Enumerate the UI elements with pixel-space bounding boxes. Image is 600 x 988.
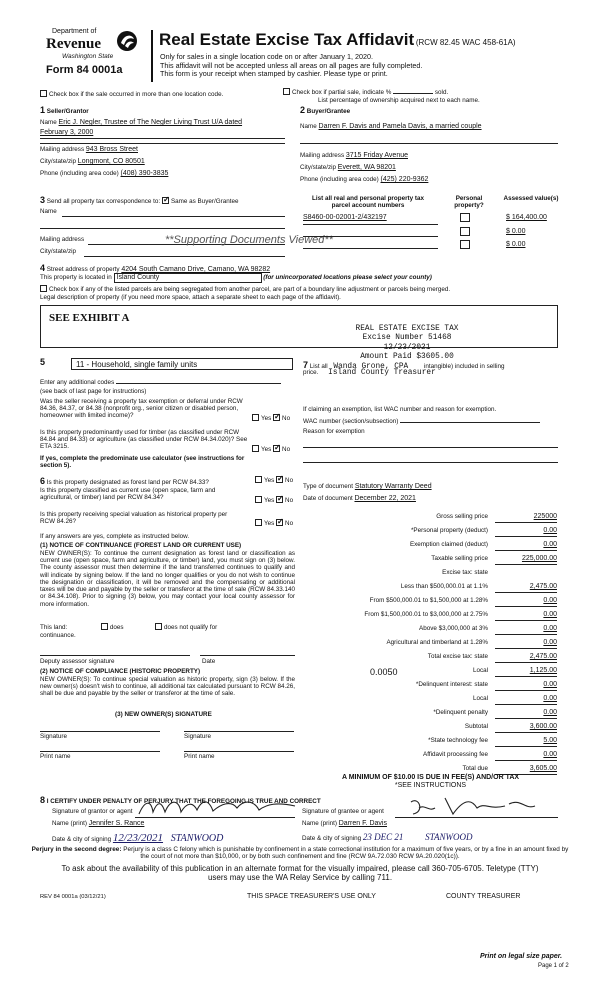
- same-as-buyer-label: Same as Buyer/Grantee: [170, 198, 239, 205]
- buyer-phone-row[interactable]: [300, 176, 428, 184]
- grantor-sig-label: Signature of grantor or agent: [52, 808, 133, 815]
- partial-sale-checkbox[interactable]: [283, 88, 290, 95]
- stamp-line-6: Island County Treasurer: [328, 369, 436, 377]
- list-all-label: List all: [309, 363, 328, 370]
- exemption-no-checkbox[interactable]: [273, 414, 280, 421]
- seller-city-value[interactable]: Longmont, CO 80501: [77, 158, 145, 165]
- forest-no-checkbox[interactable]: [276, 476, 283, 483]
- tax-row-line: [495, 662, 557, 663]
- buyer-mailing-value[interactable]: 3715 Friday Avenue: [345, 152, 408, 159]
- parcel-number[interactable]: S8460-00-02001-2/432197: [303, 214, 387, 221]
- owner-sig-line-1[interactable]: [40, 731, 160, 732]
- owner-print-line-1[interactable]: [40, 751, 160, 752]
- reason-line-2[interactable]: [303, 462, 558, 463]
- buyer-phone-label: Phone (including area code): [300, 176, 379, 183]
- buyer-city-row[interactable]: [300, 164, 396, 172]
- price-label: price.: [303, 369, 319, 376]
- timber-yes-checkbox[interactable]: [252, 445, 259, 452]
- tax-row-value[interactable]: 5.00: [543, 737, 557, 744]
- exhibit-text: SEE EXHIBIT A: [49, 312, 130, 324]
- grantee-sig-label: Signature of grantee or agent: [302, 808, 384, 815]
- doc-date-value[interactable]: December 22, 2021: [354, 495, 416, 502]
- timber-note: If yes, complete the predominate use calculator (see instructions for section 5).: [40, 455, 245, 470]
- seller-name-value[interactable]: Eric J. Negler, Trustee of The Negler Living Trust U/A dated: [58, 119, 243, 126]
- owner-sig-label-2: Signature: [184, 733, 211, 740]
- seller-mailing-value[interactable]: 943 Bross Street: [85, 146, 138, 153]
- tax-row-label: Affidavit processing fee: [423, 751, 488, 758]
- current-use-no-checkbox[interactable]: [276, 496, 283, 503]
- tax-row-value[interactable]: 0.00: [543, 639, 557, 646]
- logo-swirl-icon: [116, 30, 138, 52]
- section-2-number: 2: [300, 105, 306, 115]
- tax-row-value[interactable]: 0.00: [543, 611, 557, 618]
- wac-label: WAC number (section/subsection): [303, 418, 399, 425]
- multi-location-label: Check box if the sale occurred in more than one location code.: [49, 91, 224, 98]
- stamp-line-3: 12/23/2021: [383, 343, 431, 352]
- seller-city-row[interactable]: [40, 158, 145, 166]
- minimum-due-note: A MINIMUM OF $10.00 IS DUE IN FEE(S) AND/OR TAX: [341, 774, 520, 781]
- tax-row-line: [495, 690, 557, 691]
- tax-row-value[interactable]: 0.00: [543, 625, 557, 632]
- same-as-buyer-checkbox[interactable]: [162, 197, 169, 204]
- section-8-number: 8: [40, 795, 46, 805]
- assessed-value-3[interactable]: $ 0.00: [506, 241, 526, 248]
- new-owner-sig-title: (3) NEW OWNER(S) SIGNATURE: [115, 711, 212, 718]
- tax-row-line: [495, 536, 557, 537]
- doc-date-row[interactable]: [303, 495, 416, 503]
- owner-print-label-1: Print name: [40, 753, 71, 760]
- does-not-label: does not qualify for: [163, 624, 218, 631]
- section3-mailing-label: Mailing address: [40, 236, 85, 243]
- tax-row-line: [495, 550, 557, 551]
- tax-row-line: [495, 592, 557, 593]
- tax-row-value[interactable]: 225,000.00: [521, 555, 557, 562]
- tax-row-label: *Delinquent interest: state: [415, 681, 488, 688]
- tax-row-label: Less than $500,000.01 at 1.1%: [400, 583, 488, 590]
- located-hint: (for unincorporated locations please select your county): [263, 274, 432, 281]
- grantee-date-row[interactable]: [302, 832, 473, 842]
- buyer-name-value[interactable]: Darren F. Davis and Pamela Davis, a married couple: [318, 123, 482, 130]
- section-6-number: 6: [40, 476, 46, 486]
- perjury-note: [30, 846, 570, 861]
- assessed-col-header: Assessed value(s): [503, 195, 559, 202]
- forest-no-label: No: [285, 477, 294, 484]
- notice1-title: (1) NOTICE OF CONTINUANCE (FOREST LAND OR CURRENT USE): [40, 542, 242, 549]
- buyer-mailing-label: Mailing address: [300, 152, 345, 159]
- multi-location-checkbox[interactable]: [40, 90, 47, 97]
- assessed-value-2[interactable]: $ 0.00: [506, 228, 526, 235]
- logo-state: Washington State: [62, 53, 114, 60]
- historic-yes-checkbox[interactable]: [255, 519, 262, 526]
- seller-mailing-row[interactable]: [40, 146, 138, 154]
- doc-type-value[interactable]: Statutory Warranty Deed: [354, 483, 432, 490]
- current-use-yes-label: Yes: [264, 497, 275, 504]
- tax-row-line: [495, 718, 557, 719]
- tax-row-label: Subtotal: [464, 723, 488, 730]
- buyer-name-row[interactable]: [300, 123, 482, 131]
- tax-row-label: *State technology fee: [428, 737, 488, 744]
- tax-row-label: Taxable selling price: [431, 555, 488, 562]
- seller-heading-text: Seller/Grantor: [46, 108, 89, 115]
- tax-row-value[interactable]: 1,125.00: [529, 667, 557, 674]
- tax-row-line: [495, 634, 557, 635]
- exemption-yes-checkbox[interactable]: [252, 414, 259, 421]
- tax-row-label: Gross selling price: [436, 513, 488, 520]
- partial-sale-check[interactable]: [283, 88, 448, 96]
- stamp-line-5: Wanda Grone, CPA: [333, 363, 409, 371]
- buyer-mailing-row[interactable]: [300, 152, 408, 160]
- notice2-body: NEW OWNER(S): To continue special valuation as historic property, sign (3) below. If the new owner(s) doesn't wish to continue, all additional tax calculated pursuant to RCW 84.26, shall be due and payable by the seller or transferor at the time of sale.: [40, 676, 295, 698]
- deputy-sig-line[interactable]: [40, 655, 190, 656]
- grantor-name-value[interactable]: Jennifer S. Rance: [88, 820, 145, 827]
- notice1-body: NEW OWNER(S): To continue the current designation as forest land or classification as current use (open space, farm and agriculture, or timber) land, you must sign on (3) below. The county assessor must then determine if the land transferred continues to qualify and will indicate by signing below. If the land no longer qualifies or you do not wish to continue the designation or classification, it will be removed and the compensating or additional taxes will be due and payable by the seller or transferor at the time of sale (RCW 84.33.140 or 84.34.108). Prior to signing (3) below, you may contact your local county assessor for more information.: [40, 550, 295, 608]
- section3-city-row[interactable]: [40, 248, 76, 255]
- street-address-value[interactable]: 4204 South Camano Drive, Camano, WA 98282: [121, 266, 271, 273]
- tax-row-value[interactable]: 225000: [533, 513, 557, 520]
- section3-name-row[interactable]: [40, 208, 285, 215]
- personal-checkbox-3[interactable]: [460, 240, 470, 249]
- tax-row-label: Above $3,000,000 at 3%: [419, 625, 488, 632]
- supporting-docs-overlay: **Supporting Documents Viewed**: [165, 234, 333, 246]
- stamp-line-4: Amount Paid $3605.00: [360, 353, 454, 362]
- forest-yes-checkbox[interactable]: [255, 476, 262, 483]
- tax-row-line: [495, 746, 557, 747]
- tax-row-label: Local: [472, 667, 488, 674]
- section-3-number: 3: [40, 195, 46, 205]
- tax-row-value[interactable]: 0.00: [543, 527, 557, 534]
- tax-row-value[interactable]: 0.00: [543, 597, 557, 604]
- grantee-signature-icon: [405, 794, 555, 818]
- current-use-q: Is this property classified as current use (open space, farm and agricultural, or timber) land per RCW 84.34?: [40, 487, 216, 502]
- section-7-number: 7: [303, 360, 309, 370]
- tax-row-label: From $1,500,000.01 to $3,000,000 at 2.75%: [364, 611, 488, 618]
- seller-name-line3: [40, 143, 285, 144]
- tax-row-line: [495, 704, 557, 705]
- tax-row-label: Exemption claimed (deduct): [409, 541, 488, 548]
- reason-label: Reason for exemption: [303, 428, 365, 435]
- personal-col-header: Personal property?: [454, 195, 484, 210]
- title-rcw: (RCW 82.45 WAC 458-61A): [415, 38, 516, 47]
- grantor-date-value[interactable]: 12/23/2021: [112, 832, 164, 844]
- tax-row-label: Local: [472, 695, 488, 702]
- owner-sig-line-2[interactable]: [184, 731, 294, 732]
- parcel-line-2[interactable]: [303, 236, 438, 237]
- this-land-label: This land:: [40, 624, 68, 631]
- perjury-text: Perjury is a class C felony which is punishable by confinement in a state correctional institution for a maximum of five years, or by a fine in an amount fixed by the court of not more than $10,000, or by both such confinement and fine (RCW 9A.72.030 RCW 9A.20.020(1c)).: [123, 846, 569, 861]
- seller-phone-value[interactable]: (408) 390-3835: [120, 170, 169, 177]
- tax-row-value[interactable]: 0.00: [543, 681, 557, 688]
- see-instructions: *SEE INSTRUCTIONS: [394, 782, 467, 789]
- grantee-name-value[interactable]: Darren F. Davis: [338, 820, 387, 827]
- tax-row-line: [495, 732, 557, 733]
- title-text: Real Estate Excise Tax Affidavit: [159, 30, 415, 49]
- grantor-signature-icon: [135, 796, 300, 820]
- current-use-yes-checkbox[interactable]: [255, 496, 262, 503]
- seller-name-label: Name: [40, 119, 57, 126]
- exemption-q-yesno[interactable]: [252, 414, 290, 422]
- this-land-row: [40, 623, 217, 631]
- assessed-value-1[interactable]: $ 164,400.00: [506, 214, 547, 221]
- tax-row-value[interactable]: 0.00: [543, 541, 557, 548]
- page-number: Page 1 of 2: [538, 963, 569, 969]
- forest-yesno[interactable]: [255, 476, 293, 484]
- tax-row-label: *Delinquent penalty: [433, 709, 488, 716]
- form-title: [159, 30, 516, 50]
- section3-name-label: Name: [40, 208, 57, 215]
- tax-row-label: From $500,000.01 to $1,500,000 at 1.28%: [369, 597, 488, 604]
- intangible-label: intangible) included in selling: [424, 363, 505, 370]
- buyer-city-value[interactable]: Everett, WA 98201: [337, 164, 396, 171]
- tax-row-line: [495, 648, 557, 649]
- logo-revenue: Revenue: [46, 36, 101, 52]
- seller-mailing-label: Mailing address: [40, 146, 85, 153]
- continuance-label: continuance.: [40, 632, 76, 639]
- certify-text: I CERTIFY UNDER PENALTY OF PERJURY THAT THE FOREGOING IS TRUE AND CORRECT: [46, 798, 321, 805]
- header-instructions: [160, 53, 422, 79]
- seller-name-line2[interactable]: [40, 129, 285, 139]
- tax-row-line: [495, 676, 557, 677]
- historic-no-checkbox[interactable]: [276, 519, 283, 526]
- current-use-no-label: No: [285, 497, 294, 504]
- doc-type-label: Type of document: [303, 483, 354, 490]
- alt-format-note: To ask about the availability of this publication in an alternate format for the visually impaired, please call 360-705-6705. Teletype (TTY) users may use the WA Relay Service by calling 711.: [61, 864, 539, 882]
- county-treasurer-label: COUNTY TREASURER: [446, 893, 521, 900]
- grantee-name-label: Name (print): [302, 820, 337, 827]
- buyer-heading-text: Buyer/Grantee: [306, 108, 351, 115]
- logo-dept: Department of: [52, 28, 97, 35]
- grantee-date-label: Date & city of signing: [302, 835, 362, 842]
- reason-line-1[interactable]: [303, 447, 558, 448]
- timber-yes-label: Yes: [261, 446, 272, 453]
- does-label: does: [109, 624, 124, 631]
- segregate-label: Check box if any of the listed parcels are being segregated from another parcel, are part of a boundary line adjustment or parcels being merged.: [49, 286, 451, 293]
- forest-q: Is this property designated as forest land per RCW 84.33?: [46, 479, 209, 486]
- historic-q: Is this property receiving special valuation as historical property per RCW 84.26?: [40, 511, 228, 526]
- section3-row: [40, 195, 239, 205]
- deputy-date-line[interactable]: [200, 655, 295, 656]
- section3-city-label: City/state/zip: [40, 248, 77, 255]
- seller-name-row[interactable]: [40, 119, 285, 129]
- additional-codes-label: Enter any additional codes: [40, 379, 115, 386]
- instruction-3: This form is your receipt when stamped by cashier. Please type or print.: [160, 69, 388, 79]
- deputy-sig-label: Deputy assessor signature: [40, 658, 115, 665]
- seller-phone-row[interactable]: [40, 170, 168, 178]
- land-use-select[interactable]: 11 - Household, single family units: [71, 358, 293, 370]
- notice2-title: (2) NOTICE OF COMPLIANCE (HISTORIC PROPERTY): [40, 668, 201, 675]
- partial-sale-label: Check box if partial sale, indicate %: [292, 89, 392, 96]
- section5-row: [40, 357, 45, 367]
- seller-phone-label: Phone (including area code): [40, 170, 119, 177]
- doc-type-row[interactable]: [303, 483, 432, 491]
- grantor-name-row[interactable]: [52, 820, 144, 828]
- section3-label: Send all property tax correspondence to:: [46, 198, 161, 205]
- buyer-heading: [300, 105, 350, 115]
- forest-yes-label: Yes: [264, 477, 275, 484]
- section3-name-line2: [40, 228, 285, 229]
- additional-codes-row[interactable]: [40, 379, 281, 386]
- tax-row-label: Total due: [462, 765, 488, 772]
- located-label: This property is located in: [40, 274, 112, 281]
- exemption-no-label: No: [282, 415, 291, 422]
- parcel-col-header: List all real and personal property tax parcel account numbers: [312, 195, 424, 210]
- legal-paper-note: Print on legal size paper.: [480, 953, 563, 960]
- section3-city-line[interactable]: [84, 256, 285, 257]
- tax-row-value[interactable]: 2,475.00: [529, 583, 557, 590]
- grantor-date-label: Date & city of signing: [52, 836, 112, 843]
- treasurer-use-label: THIS SPACE TREASURER'S USE ONLY: [247, 893, 376, 900]
- parcel-line-3[interactable]: [303, 248, 438, 249]
- seller-heading: [40, 105, 89, 115]
- owner-sig-label-1: Signature: [40, 733, 67, 740]
- local-rate[interactable]: 0.0050: [370, 667, 398, 677]
- personal-checkbox-1[interactable]: [460, 213, 470, 222]
- buyer-city-label: City/state/zip: [300, 164, 337, 171]
- instruction-2: This affidavit will not be accepted unless all areas on all pages are fully completed.: [160, 60, 423, 70]
- seller-name-value2[interactable]: February 3, 2000: [40, 129, 94, 136]
- tax-row-label: Excise tax: state: [442, 569, 488, 576]
- forest-q-row: [40, 476, 209, 486]
- street-address-label: Street address of property: [46, 266, 120, 273]
- partial-sale-sold: sold.: [434, 89, 449, 96]
- timber-q-yesno[interactable]: [252, 445, 290, 453]
- form-number: Form 84 0001a: [46, 64, 123, 76]
- exemption-q: Was the seller receiving a property tax exemption or deferral under RCW 84.36, 84.37, or 84.38 (nonprofit org., senior citizen or disabled person, homeowner with limited income)?: [40, 398, 243, 420]
- tax-row-label: Total excise tax: state: [427, 653, 488, 660]
- tax-row-line: [495, 564, 557, 565]
- partial-ownership-note: List percentage of ownership acquired next to each name.: [318, 97, 480, 104]
- tax-row-line: [495, 620, 557, 621]
- instruction-1: Only for sales in a single location code on or after January 1, 2020.: [160, 52, 373, 61]
- section3-mailing-row[interactable]: [40, 236, 84, 243]
- section-1-number: 1: [40, 105, 46, 115]
- personal-checkbox-2[interactable]: [460, 227, 470, 236]
- stamp-line-1: REAL ESTATE EXCISE TAX: [355, 325, 459, 333]
- tax-row-value[interactable]: 3,605.00: [529, 765, 557, 772]
- legal-description-label: Legal description of property (if you need more space, attach a separate sheet to each page of the affidavit).: [40, 294, 341, 301]
- tax-row-value[interactable]: 3,600.00: [529, 723, 557, 730]
- buyer-name-line2: [300, 143, 558, 144]
- owner-print-line-2[interactable]: [184, 751, 294, 752]
- revenue-logo: [40, 28, 148, 86]
- tax-row-line: [495, 760, 557, 761]
- price-row: [303, 369, 436, 378]
- segregate-checkbox[interactable]: [40, 285, 47, 292]
- tax-row-value[interactable]: 0.00: [543, 751, 557, 758]
- buyer-name-label: Name: [300, 123, 317, 130]
- excise-stamp: [318, 325, 496, 362]
- current-use-yesno[interactable]: [255, 496, 293, 504]
- rev-label: REV 84 0001a (03/12/21): [40, 894, 106, 900]
- section-5-number: 5: [40, 357, 46, 367]
- header-divider: [151, 30, 153, 82]
- multi-location-check[interactable]: [40, 90, 223, 98]
- grantee-city-value[interactable]: STANWOOD: [425, 832, 473, 842]
- tax-row-value[interactable]: 0.00: [543, 695, 557, 702]
- deputy-date-label: Date: [202, 658, 216, 665]
- section3-name-line[interactable]: [62, 216, 285, 217]
- historic-yes-label: Yes: [264, 520, 275, 527]
- tax-row-line: [495, 522, 557, 523]
- perjury-bold: Perjury in the second degree:: [31, 846, 122, 853]
- located-row: [40, 273, 432, 283]
- tax-row-label: *Personal property (deduct): [410, 527, 488, 534]
- county-select[interactable]: Island County: [114, 273, 262, 283]
- does-checkbox[interactable]: [101, 623, 108, 630]
- grantor-date-row[interactable]: [52, 832, 223, 845]
- wac-row[interactable]: [303, 418, 540, 425]
- section-4-number: 4: [40, 263, 46, 273]
- tax-row-line: [495, 606, 557, 607]
- historic-no-label: No: [285, 520, 294, 527]
- seller-city-label: City/state/zip: [40, 158, 77, 165]
- historic-yesno[interactable]: [255, 519, 293, 527]
- grantee-date-value[interactable]: 23 DEC 21: [362, 832, 404, 842]
- parcel-line-1[interactable]: [303, 214, 438, 225]
- tax-row-value[interactable]: 0.00: [543, 709, 557, 716]
- segregate-row[interactable]: [40, 285, 450, 293]
- grantor-city-value[interactable]: STANWOOD: [170, 833, 224, 844]
- timber-no-label: No: [282, 446, 291, 453]
- exemption-yes-label: Yes: [261, 415, 272, 422]
- exemption-wac-note: If claiming an exemption, list WAC number and reason for exemption.: [303, 406, 497, 413]
- does-not-checkbox[interactable]: [155, 623, 162, 630]
- if-yes-note: If any answers are yes, complete as instructed below.: [40, 533, 190, 540]
- reason-row[interactable]: [303, 428, 365, 435]
- additional-codes-hint: (see back of last page for instructions): [40, 388, 147, 395]
- stamp-line-2: Excise Number 51468: [362, 334, 452, 343]
- grantee-name-row[interactable]: [302, 820, 387, 828]
- timber-q: Is this property predominantly used for timber (as classified under RCW 84.84 and 84.33) or agriculture (as classified under RCW 84.34.020)? See ETA 3215.: [40, 429, 248, 451]
- grantor-name-label: Name (print): [52, 820, 87, 827]
- timber-no-checkbox[interactable]: [273, 445, 280, 452]
- buyer-phone-value[interactable]: (425) 220-9362: [380, 176, 429, 183]
- tax-row-label: Agricultural and timberland at 1.28%: [386, 639, 488, 646]
- doc-date-label: Date of document: [303, 495, 353, 502]
- tax-row-value[interactable]: 2,475.00: [529, 653, 557, 660]
- owner-print-label-2: Print name: [184, 753, 215, 760]
